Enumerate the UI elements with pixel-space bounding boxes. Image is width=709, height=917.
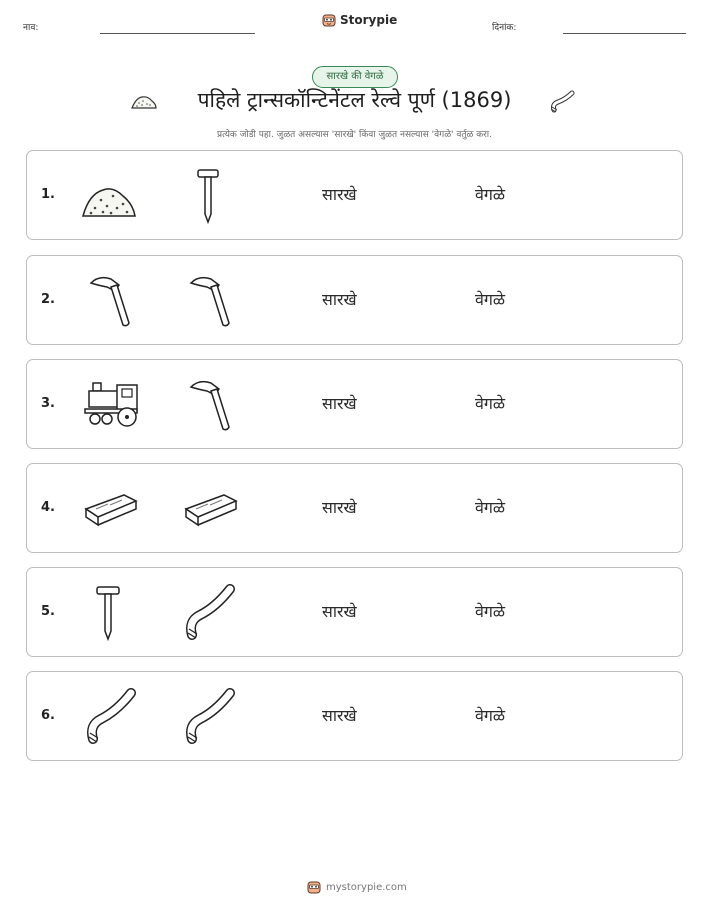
question-row-1	[26, 150, 683, 240]
brand-name: Storypie	[340, 13, 398, 27]
question-row-2	[26, 255, 683, 345]
brand-logo	[322, 13, 397, 27]
hammer-icon	[185, 375, 245, 435]
instructions-text: प्रत्येक जोडी पहा. जुळत असल्यास 'सारखे' किंवा जुळत नसल्यास 'वेगळे' वर्तुळ करा.	[216, 130, 492, 140]
option-same[interactable]: सारखे	[322, 498, 357, 517]
railroad-spike-icon	[79, 583, 139, 643]
bent-rail-icon	[180, 687, 240, 747]
bent-rail-icon	[81, 687, 141, 747]
bent-rail-icon	[548, 90, 576, 118]
option-different[interactable]: वेगळे	[475, 498, 506, 517]
hammer-icon	[185, 271, 245, 331]
railroad-spike-icon	[178, 166, 238, 226]
option-same[interactable]: सारखे	[322, 706, 357, 725]
question-row-4	[26, 463, 683, 553]
footer	[307, 880, 407, 894]
page-title: पहिले ट्रान्सकॉन्टिनेंटल रेल्वे पूर्ण (1869)	[197, 88, 512, 112]
question-number: 2.	[41, 292, 55, 307]
name-label: नाव:	[23, 23, 39, 33]
hammer-icon	[85, 271, 145, 331]
storypie-mascot-icon	[307, 880, 321, 894]
option-different[interactable]: वेगळे	[475, 185, 506, 204]
wooden-tie-icon	[182, 479, 242, 539]
question-number: 3.	[41, 396, 55, 411]
option-same[interactable]: सारखे	[322, 290, 357, 309]
wooden-tie-icon	[82, 479, 142, 539]
steam-locomotive-icon	[81, 375, 141, 435]
question-row-6	[26, 671, 683, 761]
name-line[interactable]	[100, 33, 255, 34]
option-different[interactable]: वेगळे	[475, 602, 506, 621]
option-same[interactable]: सारखे	[322, 602, 357, 621]
bent-rail-icon	[180, 583, 240, 643]
option-same[interactable]: सारखे	[322, 185, 357, 204]
question-row-3	[26, 359, 683, 449]
question-number: 1.	[41, 187, 55, 202]
question-number: 6.	[41, 708, 55, 723]
storypie-mascot-icon	[322, 13, 336, 27]
question-row-5	[26, 567, 683, 657]
question-number: 4.	[41, 500, 55, 515]
option-different[interactable]: वेगळे	[475, 290, 506, 309]
option-same[interactable]: सारखे	[322, 394, 357, 413]
worksheet-type-badge: सारखे की वेगळे	[312, 66, 398, 88]
option-different[interactable]: वेगळे	[475, 394, 506, 413]
footer-url[interactable]: mystorypie.com	[326, 881, 407, 893]
gravel-pile-icon	[79, 166, 139, 226]
question-number: 5.	[41, 604, 55, 619]
date-label: दिनांक:	[492, 23, 517, 33]
date-line[interactable]	[563, 33, 686, 34]
option-different[interactable]: वेगळे	[475, 706, 506, 725]
